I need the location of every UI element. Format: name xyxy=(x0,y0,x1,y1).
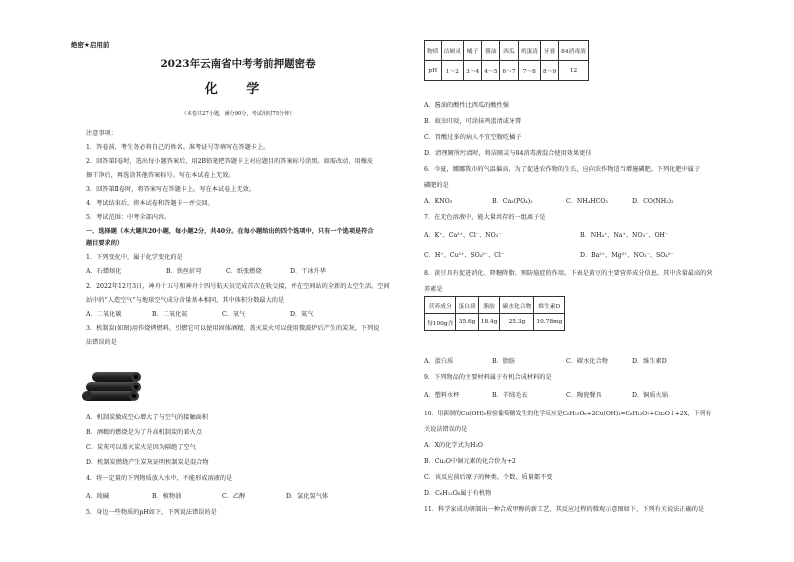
q2-option-d: D．氮气 xyxy=(290,311,314,318)
q6-stem-cont: 磷肥的是 xyxy=(424,182,449,189)
nutrition-table-cell: 每100g含 xyxy=(425,314,456,331)
nutrition-table-cell: 营养成分 xyxy=(425,297,456,314)
section1-heading-cont: 题目要求的） xyxy=(86,240,124,247)
q6-option-b: B．Ca₃(PO₄)₂ xyxy=(492,198,533,205)
q4-option-d: D．氯化氢气体 xyxy=(286,493,329,500)
q3-option-a: A．机制炭做成空心增大了与空气的接触面积 xyxy=(86,414,209,421)
q2-stem: 2．2022年12月3日，神舟十五号和神舟十四号航天员完成首次在轨交接，并在空间站的全新的太空生活。空间 xyxy=(86,283,390,290)
q6-option-c: C．NH₄HCO₃ xyxy=(566,198,608,205)
ph-table-cell: pH xyxy=(425,61,442,81)
q4-option-b: B．植物油 xyxy=(152,493,182,500)
q7-stem: 7．在无色溶液中，能大量共存的一组离子是 xyxy=(424,214,546,221)
q10-option-d: D．C₆H₁₂O₆属于有机物 xyxy=(424,490,492,497)
q1-stem: 1．下列变化中，属于化学变化的是 xyxy=(86,254,183,261)
q4-option-c: C．乙醇 xyxy=(222,493,246,500)
section1-heading: 一、选择题（本大题共20小题，每小题2分，共40分。在每小题给出的四个选项中，只有一个选项是符合 xyxy=(86,228,374,235)
q8-option-b: B．脂肪 xyxy=(492,358,516,365)
nutrition-table-cell: 维生素D xyxy=(534,297,565,314)
q4-option-a: A．纯碱 xyxy=(86,493,110,500)
q3-stem: 3．机制炭(如图)用作烧烤燃料，引燃它可以使用固体酒精，盖灭炭火可以使用微波炉后产生的炭灰。下列说 xyxy=(86,325,380,332)
q10-option-b: B．Cu₂O中铜元素的化合价为+2 xyxy=(424,458,516,465)
q5-option-d: D．清理厕所污渍时，将洁厕灵与84消毒液混合使用效果更佳 xyxy=(424,150,592,157)
ph-table-cell: 6～7 xyxy=(500,61,518,81)
q9-stem: 9．下列物品的主要材料属于有机合成材料的是 xyxy=(424,374,552,381)
ph-table-cell: 8～9 xyxy=(540,61,558,81)
q8-option-d: D．维生素D xyxy=(632,358,667,365)
nutrition-table-cell: 18.4g xyxy=(478,314,500,331)
q4-stem: 4．将一定量的下列物质放入水中，不能形成溶液的是 xyxy=(86,475,233,482)
ph-table-cell: 酱油 xyxy=(482,41,500,61)
q6-option-a: A．KNO₃ xyxy=(424,198,453,205)
notes-item: 1．答卷前，考生务必将自己的姓名、准考证号等填写在答题卡上。 xyxy=(86,144,270,151)
notes-heading: 注意事项： xyxy=(86,130,117,137)
notes-item: 4．考试结束后，将本试卷和答题卡一并交回。 xyxy=(86,200,214,207)
q6-option-d: D．CO(NH₂)₂ xyxy=(632,198,674,205)
q2-stem-cont: 站中的“人造空气”与地球空气成分含量基本相同，其中体积分数最大的是 xyxy=(86,297,285,304)
q10-stem: 10．用新制的Cu(OH)₂检验葡萄糖发生的化学反应是C₆H₁₂O₆+2Cu(OH)₂=C₆H₁₂O₇+Cu₂O↓+2X，下列有 xyxy=(424,411,712,417)
q3-option-d: D．机制炭燃烧产生炭灰证明机制炭是混合物 xyxy=(86,459,209,466)
q10-stem-cont: 关说法错误的是 xyxy=(424,426,468,433)
ph-table-cell: 4～5 xyxy=(482,61,500,81)
q8-stem-cont: 养素是 xyxy=(424,286,443,293)
q7-option-a: A．K⁺、Ca²⁺、Cl⁻、NO₃⁻ xyxy=(424,232,502,239)
nutrition-table xyxy=(424,296,565,331)
q9-option-b: B．羊绒毛衣 xyxy=(492,392,528,399)
notes-item: 擦干净后，再选涂其他答案标号。写在本试卷上无效。 xyxy=(86,172,235,179)
q2-option-a: A．二氧化碳 xyxy=(86,311,122,318)
q11-stem: 11．科学家成功研制出一种合成甲醇的新工艺，其反应过程的微观示意图如下，下列有关说法正确的是 xyxy=(424,506,705,513)
ph-table-cell: 橘子 xyxy=(464,41,482,61)
q5-stem: 5．身边一些物质的pH如下，下列说法错误的是 xyxy=(86,509,217,516)
q1-option-b: B．铁丝折弯 xyxy=(166,268,202,275)
ph-table-cell: 物质 xyxy=(425,41,442,61)
q9-option-c: C．陶瓷餐具 xyxy=(566,392,602,399)
ph-table-cell: 鸡蛋清 xyxy=(518,41,540,61)
q5-option-c: C．胃酸过多的病人不宜空腹吃橘子 xyxy=(424,134,522,141)
q3-option-b: B．酒精的燃烧是为了升高机制炭的着火点 xyxy=(86,429,202,436)
notes-item: 5．考试范围：中考全部内容。 xyxy=(86,214,171,221)
ph-table xyxy=(424,40,589,81)
ph-table-cell: 84消毒液 xyxy=(559,41,589,61)
exam-title: 2023年云南省中考考前押题密卷 xyxy=(160,58,316,70)
ph-table-cell: 12 xyxy=(559,61,589,81)
q1-option-a: A．石蜡熔化 xyxy=(86,268,122,275)
nutrition-table-cell: 碳水化合物 xyxy=(500,297,534,314)
q7-option-c: C．H⁺、Cu²⁺、SO₄²⁻、Cl⁻ xyxy=(424,252,505,259)
secret-mark: 绝密★启用前 xyxy=(71,41,110,49)
q7-option-b: B．NH₄⁺、Na⁺、NO₃⁻、OH⁻ xyxy=(580,232,669,239)
q5-option-b: B．蚊虫叮咬，可涂抹鸡蛋清或牙膏 xyxy=(424,118,522,125)
q1-option-c: C．纸张燃烧 xyxy=(226,268,262,275)
ph-table-cell: 牙膏 xyxy=(540,41,558,61)
charcoal-image xyxy=(78,360,148,405)
ph-table-cell: 1～2 xyxy=(441,61,463,81)
q1-option-d: D．干冰升华 xyxy=(290,268,326,275)
nutrition-table-cell: 25.3g xyxy=(500,314,534,331)
q2-option-c: C．氧气 xyxy=(222,311,246,318)
nutrition-table-cell: 脂肪 xyxy=(478,297,500,314)
q8-option-c: C．碳水化合物 xyxy=(566,358,608,365)
nutrition-table-cell: 10.78mg xyxy=(534,314,565,331)
q10-option-a: A．X的化学式为H₂O xyxy=(424,442,483,449)
notes-item: 3．回答第Ⅱ卷时，将答案写在答题卡上。写在本试卷上无效。 xyxy=(86,186,256,193)
ph-table-cell: 7～8 xyxy=(518,61,540,81)
q3-option-c: C．炭灰可以盖灭炭火是因为隔绝了空气 xyxy=(86,444,196,451)
q9-option-a: A．塑料水杯 xyxy=(424,392,460,399)
nutrition-table-cell: 蛋白质 xyxy=(456,297,478,314)
q10-option-c: C．该反应前后原子的种类、个数、质量都不变 xyxy=(424,474,553,481)
q8-option-a: A．蛋白质 xyxy=(424,358,454,365)
q9-option-d: D．铜质火锅 xyxy=(632,392,668,399)
q8-stem: 8．黄豆具有促进消化、降糖降脂、预防癌症的作用。下表是黄豆的主要营养成分信息，其中含量最高的营 xyxy=(424,270,713,277)
nutrition-table-cell: 35.6g xyxy=(456,314,478,331)
q3-stem-cont: 法错误的是 xyxy=(86,339,117,346)
exam-meta: （本卷共27小题，满分90分，考试用时75分钟） xyxy=(181,111,295,117)
ph-table-cell: 西瓜 xyxy=(500,41,518,61)
q7-option-d: D．Ba²⁺、Mg²⁺、NO₃⁻、SO₄²⁻ xyxy=(580,252,674,259)
q2-option-b: B．二氧化氮 xyxy=(152,311,188,318)
notes-item: 2．回答第Ⅰ卷时，选出每小题答案后，用2B铅笔把答题卡上对应题目的答案标号涂黑。如需改动，用橡皮 xyxy=(86,158,374,165)
subject-title: 化 学 xyxy=(204,82,272,97)
ph-table-cell: 3～4 xyxy=(464,61,482,81)
ph-table-cell: 洁厕灵 xyxy=(441,41,463,61)
q6-stem: 6．今夏，娜娜我市的气温偏高，为了促进农作物的生长，应向农作物适当增施磷肥。下列化肥中属于 xyxy=(424,166,701,173)
q5-option-a: A．酱油的酸性比西瓜的酸性强 xyxy=(424,102,509,109)
